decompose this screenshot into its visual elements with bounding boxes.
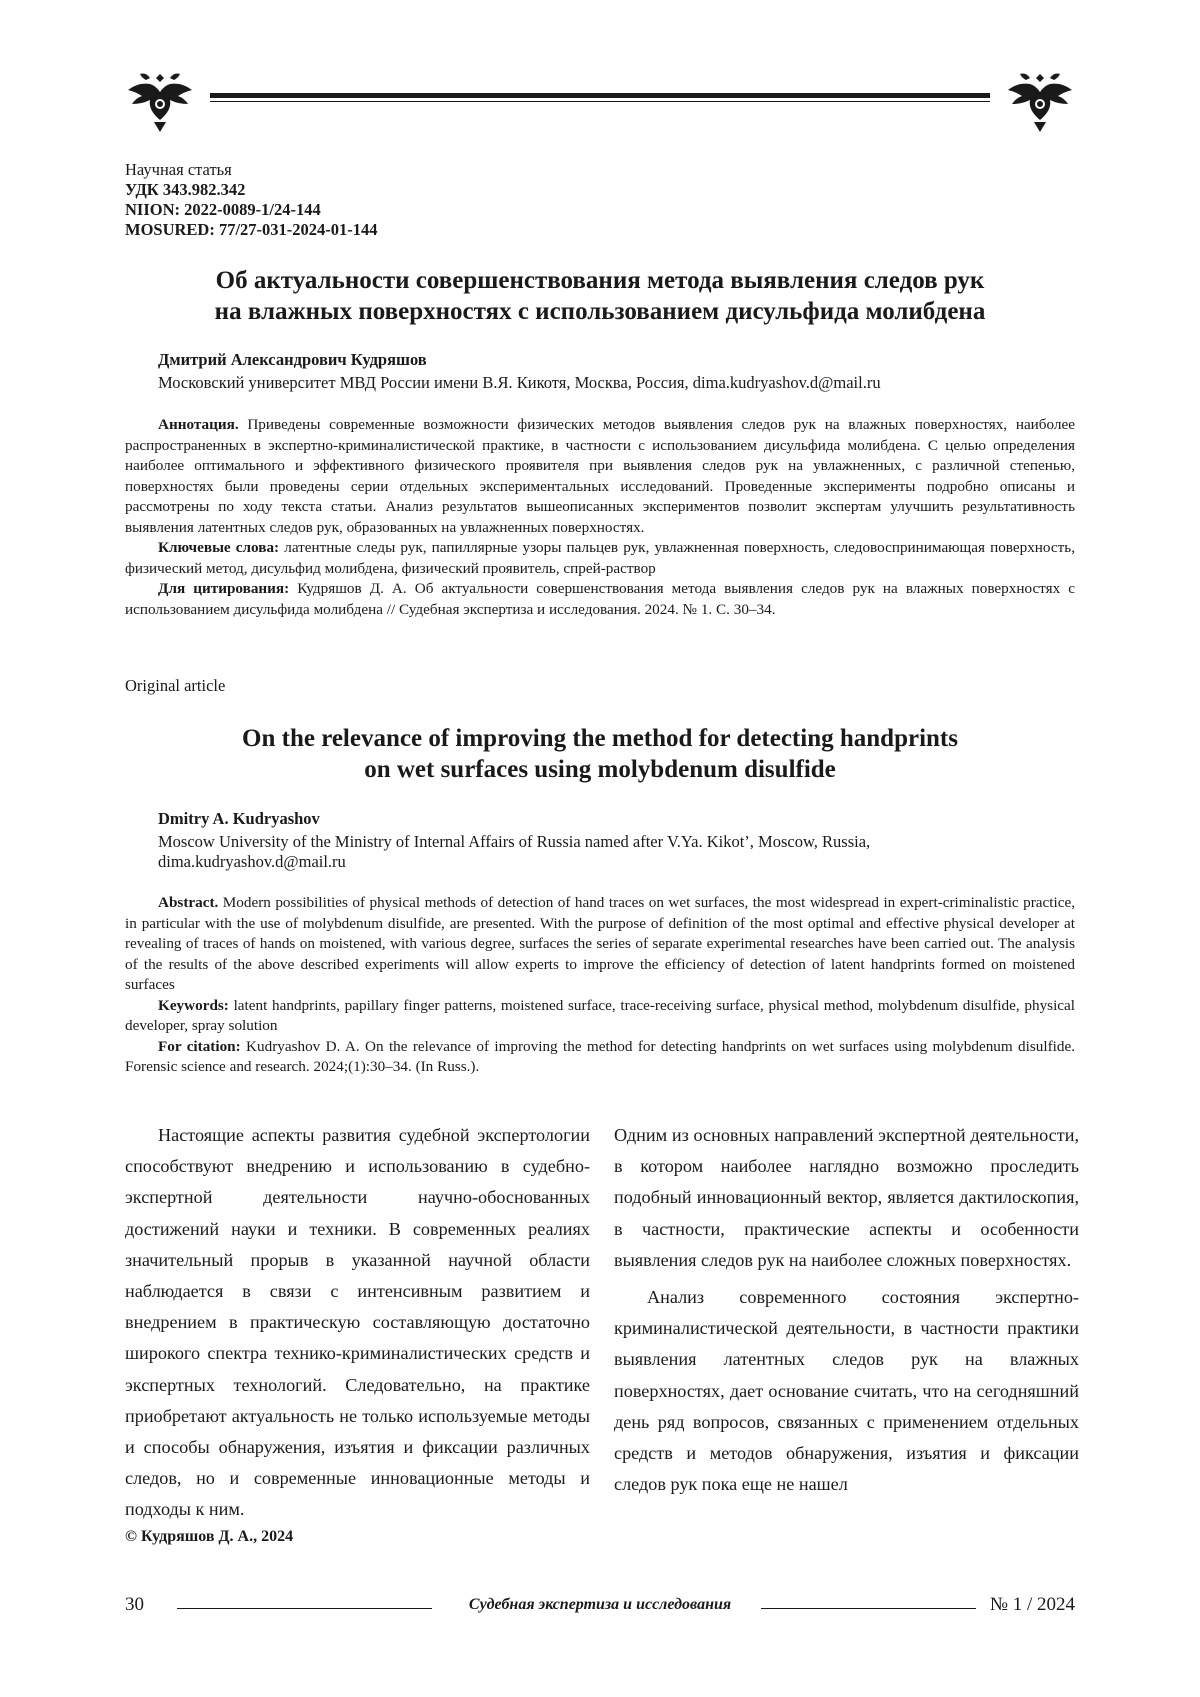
article-title-en — [125, 723, 1075, 785]
citation-text: Kudryashov D. A. On the relevance of improving the method for detecting handprints on wet surfaces using molybdenum disulfide. Forensic science and research. 2024;(1):30–34. (In Russ.). — [125, 1037, 1076, 1075]
article-metadata — [125, 160, 378, 240]
citation — [125, 579, 1075, 620]
body-column-left — [125, 1120, 590, 1526]
author-block-en — [158, 809, 1078, 872]
header-divider — [210, 93, 990, 102]
article-type-en: Original article — [125, 676, 226, 695]
abstract-block-ru — [125, 415, 1075, 620]
issue-number: № 1 / 2024 — [989, 1594, 1075, 1615]
title-line: на влажных поверхностях с использованием дисульфида молибдена — [214, 298, 986, 325]
mosured-code: MOSURED: 77/27-031-2024-01-144 — [125, 220, 378, 239]
keywords-text: латентные следы рук, папиллярные узоры пальцев рук, увлажненная поверхность, следовоспринимающая поверхность, физический метод, дисульфид молибдена, физический проявитель, спрей-раствор — [125, 539, 1075, 577]
keywords-label: Keywords: — [158, 996, 229, 1014]
keywords — [125, 538, 1075, 579]
abstract-text: Приведены современные возможности физических методов выявления следов рук на влажных поверхностях, наиболее распространенных в экспертно-криминалистической практике, в частности с использованием дисульфида молибдена. С целью определения наиболее оптимального и эффективного физического проявителя при выявления следов рук на увлажненных, с различной степенью, поверхностях были проведены серии отдельных экспериментальных исследований. Проведенные эксперименты подробно описаны и рассмотрены по ходу текста статьи. Анализ результатов вышеописанных экспериментов позволит экспертам улучшить результативность выявления латентных следов рук, образованных на увлажненных поверхностях. — [125, 416, 1075, 536]
abstract — [125, 415, 1075, 538]
author-block-ru — [158, 350, 1078, 393]
abstract-block-en — [125, 893, 1075, 1078]
abstract-label: Abstract. — [158, 894, 219, 911]
body-paragraph: Одним из основных направлений экспертной деятельности, в котором наиболее наглядно возможно проследить подобный инновационный вектор, является дактилоскопия, в частности, практические аспекты и особенности выявления следов рук на наиболее сложных поверхностях. — [614, 1125, 1079, 1270]
citation — [125, 1037, 1075, 1078]
article-type: Научная статья — [125, 160, 232, 179]
copyright-notice: © Кудряшов Д. А., 2024 — [125, 1528, 294, 1545]
page-footer — [125, 1594, 1075, 1624]
abstract-text: Modern possibilities of physical methods of detection of hand traces on wet surfaces, the most widespread in expert-criminalistic practice, in particular with the use of molybdenum disulfide, are presented. With the purpose of definition of the most optimal and effective physical developer at revealing of traces of hands on moistened, with various degree, surfaces the series of separate experimental researches have been carried out. The analysis of the results of the above described experiments will allow experts to improve the efficiency of detection of latent handprints formed on moistened surfaces — [125, 894, 1075, 993]
niion-code: NIION: 2022-0089-1/24-144 — [125, 200, 321, 219]
abstract-label: Аннотация. — [158, 416, 239, 433]
article-title-ru — [125, 265, 1075, 327]
author-name: Дмитрий Александрович Кудряшов — [158, 350, 427, 369]
footer-divider — [177, 1608, 432, 1609]
body-paragraph: Настоящие аспекты развития судебной экспертологии способствуют внедрению и использованию в судебно-экспертной деятельности научно-обоснованных достижений науки и техники. В современных реалиях значительный прорыв в указанной научной области наблюдается в связи с интенсивным развитием и внедрением в практическую составляющую достаточно широкого спектра технико-криминалистических средств и экспертных технологий. Следовательно, на практике приобретают актуальность не только используемые методы и способы обнаружения, изъятия и фиксации различных следов, но и современные инновационные методы и подходы к ним. — [125, 1125, 590, 1520]
title-line: On the relevance of improving the method for detecting handprints — [242, 725, 958, 752]
footer-divider — [761, 1608, 976, 1609]
header-ornament — [120, 60, 1080, 140]
author-affiliation: Московский университет МВД России имени В.Я. Кикотя, Москва, Россия, dima.kudryashov.d@mail.ru — [158, 373, 881, 392]
double-headed-eagle-emblem-icon — [1000, 60, 1080, 140]
abstract — [125, 893, 1075, 996]
keywords-text: latent handprints, papillary finger patterns, moistened surface, trace-receiving surface, physical method, molybdenum disulfide, physical developer, spray solution — [125, 996, 1075, 1034]
citation-label: For citation: — [158, 1037, 241, 1055]
citation-label: Для цитирования: — [158, 580, 290, 597]
author-affiliation: Moscow University of the Ministry of Internal Affairs of Russia named after V.Ya. Kikot’, Moscow, Russia, — [158, 832, 871, 851]
body-paragraph: Анализ современного состояния экспертно-криминалистической деятельности, в частности практики выявления латентных следов рук на влажных поверхностях, дает основание считать, что на сегодняшний день ряд вопросов, связанных с применением отдельных средств и методов обнаружения, изъятия и фиксации следов рук пока еще не нашел — [614, 1287, 1079, 1495]
udk-code: УДК 343.982.342 — [125, 180, 246, 199]
citation-text: Кудряшов Д. А. Об актуальности совершенствования метода выявления следов рук на влажных поверхностях с использованием дисульфида молибдена // Судебная экспертиза и исследования. 2024. № 1. С. 30–34. — [125, 580, 1075, 618]
journal-name: Судебная экспертиза и исследования — [468, 1596, 732, 1613]
title-line: Об актуальности совершенствования метода выявления следов рук — [215, 267, 985, 294]
page-number: 30 — [125, 1594, 144, 1615]
body-column-right — [614, 1120, 1079, 1500]
author-email: dima.kudryashov.d@mail.ru — [158, 852, 346, 871]
author-name: Dmitry A. Kudryashov — [158, 809, 320, 828]
title-line: on wet surfaces using molybdenum disulfide — [364, 756, 836, 783]
keywords — [125, 996, 1075, 1037]
keywords-label: Ключевые слова: — [158, 539, 280, 556]
double-headed-eagle-emblem-icon — [120, 60, 200, 140]
